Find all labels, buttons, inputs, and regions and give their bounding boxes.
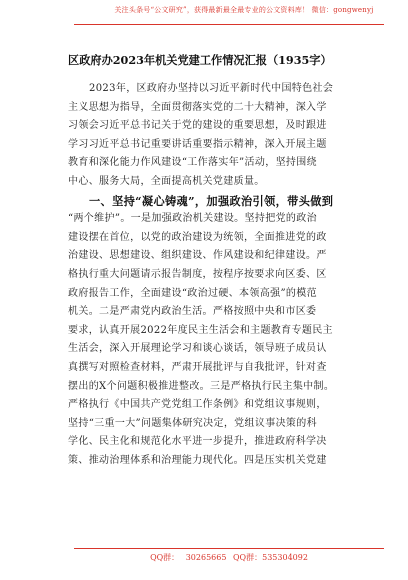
body-line: 中心、服务大局，全面提高机关党建质量。 — [68, 175, 265, 187]
page-footer — [74, 548, 384, 572]
body-line: 教育和深化能力作风建设“工作落实年”活动，坚持围绕 — [68, 157, 317, 169]
document-title: 区政府办2023年机关党建工作情况汇报（1935字） — [68, 53, 332, 67]
body-line: 生活会，深入开展理论学习和谈心谈话，领导班子成员认 — [68, 343, 327, 355]
body-line: 主义思想为指导，全面贯彻落实党的二十大精神，深入学 — [68, 101, 327, 113]
footer-qq-groups — [74, 552, 384, 563]
body-line: 学化、民主化和规范化水平进一步提升，推进政府科学决 — [68, 436, 327, 448]
body-line: 要求，认真开展2022年度民主生活会和主题教育专题民主 — [68, 324, 333, 336]
body-line: 建设摆在首位，以党的政治建设为统领，全面推进党的政 — [68, 231, 327, 243]
footer-divider — [74, 548, 384, 549]
body-line: 摆出的X个问题积极推进整改。三是严格执行民主集中制。 — [68, 380, 335, 392]
body-line: 真撰写对照检查材料，严肃开展批评与自我批评，针对查 — [68, 361, 327, 373]
body-line: 格执行重大问题请示报告制度，按程序按要求向区委、区 — [68, 268, 327, 280]
footer-qq-group-1: QQ群： 30265665 — [150, 553, 227, 562]
body-line: 严格执行《中国共产党党组工作条例》和党组议事规则， — [68, 399, 327, 411]
body-line: 治建设、思想建设、组织建设、作风建设和纪律建设。严 — [68, 250, 327, 262]
footer-qq-group-2: QQ群：535304092 — [233, 553, 308, 562]
body-line: 2023年，区政府办坚持以习近平新时代中国特色社会 — [89, 83, 334, 94]
section-heading: 一、坚持“凝心铸魂”，加强政治引领，带头做到 — [89, 193, 334, 208]
body-line: 学习习近平总书记重要讲话重要指示精神，深入开展主题 — [68, 138, 327, 150]
body-line: 机关。二是严肃党内政治生活。严格按照中央和市区委 — [68, 306, 317, 318]
body-line: 习领会习近平总书记关于党的建设的重要思想，及时跟进 — [68, 120, 327, 132]
header-divider — [74, 24, 384, 25]
body-line: 政府报告工作，全面建设“政治过硬、本领高强”的模范 — [68, 287, 317, 299]
body-line: 坚持“三重一大”问题集体研究决定，党组议事决策的科 — [68, 417, 317, 429]
body-line: “两个维护”。一是加强政治机关建设。坚持把党的政治 — [68, 213, 317, 225]
body-line: 策、推动治理体系和治理能力现代化。四是压实机关党建 — [68, 454, 327, 466]
document-body — [68, 80, 354, 470]
header-promo-text: 关注头条号“公文研究”，获得最新最全最专业的公文资料库！ 微信：gongwenyj — [114, 6, 374, 14]
page-header — [0, 0, 408, 36]
